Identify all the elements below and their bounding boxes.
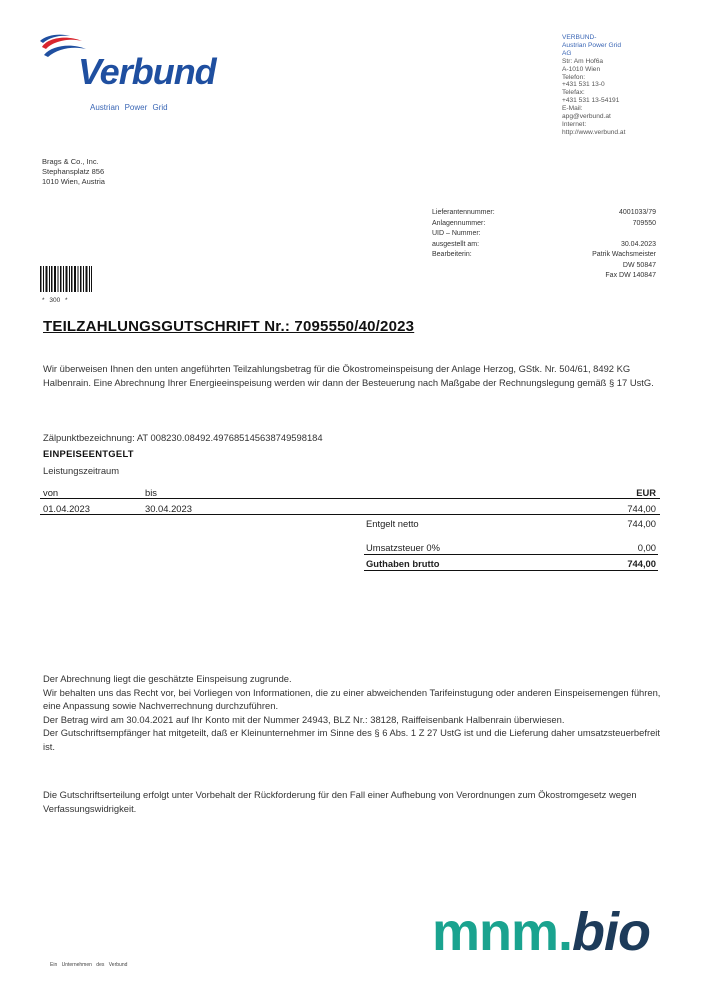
info-value: Patrik Wachsmeister [592,251,656,258]
info-extra-line: DW 50847 [622,261,656,269]
section-heading: EINPEISEENTGELT [43,448,134,459]
note-paragraph: Wir behalten uns das Recht vor, bei Vorliegen von Informationen, die zu einer abweichenden Tarifeinstugung oder anderen Einspeisemengen führen, eine Anpassung sowie Nachverrechnung durchzuführen. [43,686,661,712]
brutto-label: Guthaben brutto [366,558,440,569]
info-label: ausgestellt am: [432,240,480,248]
info-label: Bearbeiterin: [432,251,472,258]
sum-netto-row [364,516,658,530]
header-eur: EUR [636,487,656,498]
info-label: UID – Nummer: [432,230,481,237]
intro-paragraph: Wir überweisen Ihnen den unten angeführten Teilzahlungsbetrag für die Ökostromeinspeisung der Anlage Herzog, GStk. Nr. 504/61, 8492 KG Halbenrain. Eine Abrechnung Ihrer Energieeinspeisung werden wir dann der Besteuerung nach Maßgabe der Rechnungslegung gemäß § 17 UstG. [43,363,654,388]
sender-name-line: AG [562,49,572,57]
info-row [432,250,656,261]
info-label: Anlagennummer: [432,219,486,227]
ust-value: 0,00 [637,542,656,553]
sender-line: +431 531 13-0 [562,81,605,89]
netto-label: Entgelt netto [366,518,419,529]
sender-line: Telefon: [562,73,586,81]
logo-subtitle: Austrian Power Grid [90,103,168,112]
header-bis: bis [145,487,157,498]
sender-line: apg@verbund.at [562,113,611,121]
recipient-line: Stephansplatz 856 [42,167,105,176]
document-title: TEILZAHLUNGSGUTSCHRIFT Nr.: 7095550/40/2023 [43,318,415,335]
sender-line: +431 531 13-54191 [562,97,620,105]
recipient-address [42,157,105,187]
sender-line: E-Mail: [562,105,583,113]
watermark-main: mnm. [432,902,573,962]
sender-address [562,34,712,137]
watermark-logo [432,902,650,962]
footer-text: Ein Unternehmen des Verbund [50,962,128,968]
info-value: 709550 [632,219,656,227]
recipient-line: Brags & Co., Inc. [42,157,99,166]
sum-brutto-row [364,556,658,571]
sender-line: A-1010 Wien [562,65,601,73]
barcode-number: * 300 * [42,297,68,304]
ust-label: Umsatzsteuer 0% [366,542,440,553]
barcode-icon [40,266,92,292]
info-row [432,229,656,240]
sender-line: Str: Am Hof6a [562,57,604,65]
sender-line: http://www.verbund.at [562,128,626,136]
recipient-line: 1010 Wien, Austria [42,177,105,186]
sender-name-line: Austrian Power Grid [562,41,621,49]
table-header [40,484,660,499]
reservation-paragraph: Die Gutschriftserteilung erfolgt unter Vorbehalt der Rückforderung für den Fall einer Aufhebung von Verordnungen zum Ökostromgesetz wegen Verfassungswidrigkeit. [43,789,637,814]
info-value: 30.04.2023 [620,240,656,248]
row-bis: 30.04.2023 [145,503,192,514]
brutto-value: 744,00 [627,558,656,569]
netto-value: 744,00 [627,518,656,529]
verbund-logo-wordmark: Verbund [78,51,216,92]
table-row [40,500,660,515]
note-paragraph: Der Betrag wird am 30.04.2021 auf Ihr Konto mit der Nummer 24943, BLZ Nr.: 38128, Raiffeisenbank Halbenrain überwiesen. [43,713,565,725]
notes-block [43,672,673,754]
info-row [432,208,656,219]
info-value: 4001033/79 [619,209,656,216]
document-info-block [432,208,656,282]
row-von: 01.04.2023 [43,503,90,514]
sender-line: Internet: [562,120,587,128]
sender-name-line: VERBUND- [562,34,597,41]
info-row [432,219,656,230]
header-von: von [43,487,59,498]
watermark-bio: bio [572,902,651,962]
info-row [432,240,656,251]
period-label: Leistungszeitraum [43,465,120,476]
note-paragraph: Der Abrechnung liegt die geschätzte Einspeisung zugrunde. [43,673,292,684]
info-label: Lieferantennummer: [432,209,495,216]
info-extra-line: Fax DW 140847 [605,272,656,279]
zaehlpunkt-line: Zälpunktbezeichnung: AT 008230.08492.49768514563874959818​4 [43,432,323,443]
row-eur: 744,00 [627,503,656,514]
sender-line: Telefax: [562,89,585,97]
sum-ust-row [364,540,658,555]
note-paragraph: Der Gutschriftsempfänger hat mitgeteilt, daß er Kleinunternehmer im Sinne des § 6 Abs. 1 Z 27 UstG ist und die Lieferung daher umsatzsteuerbefreit ist. [43,727,660,752]
